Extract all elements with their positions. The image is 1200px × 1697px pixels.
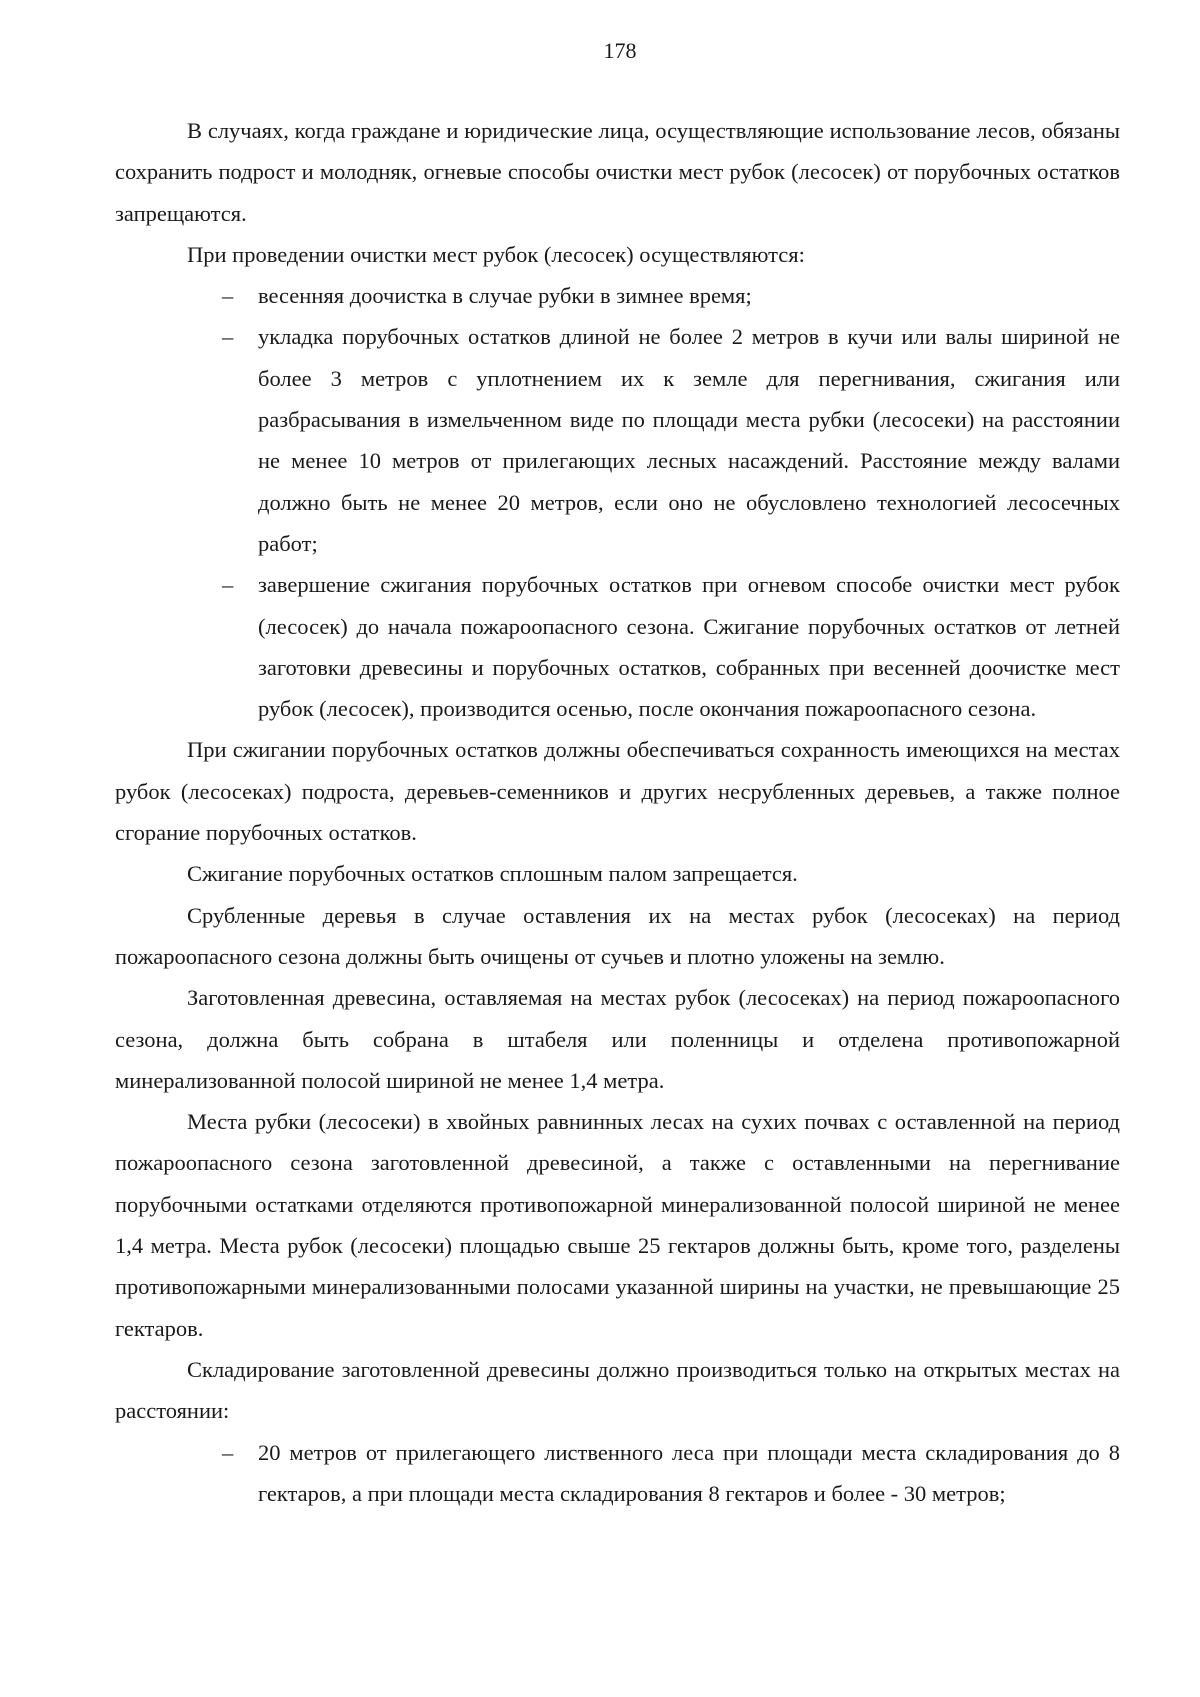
page-number: 178 (603, 38, 637, 63)
paragraph: Сжигание порубочных остатков сплошным палом запрещается. (187, 861, 798, 887)
paragraph: Срубленные деревья в случае оставления их на местах рубок (лесосеках) на период пожароопасного сезона должны быть очищены от сучьев и плотно уложены на землю. (115, 902, 1120, 969)
paragraph: При проведении очистки мест рубок (лесосек) осуществляются: (187, 241, 805, 267)
list-item-text: 20 метров от прилегающего лиственного леса при площади места складирования до 8 гектаров, а при площади места складирования 8 гектаров и более - 30 метров; (258, 1439, 1120, 1506)
bullet-list (115, 1432, 1120, 1515)
list-item (222, 275, 1120, 316)
paragraph: Складирование заготовленной древесины должно производиться только на открытых местах на расстоянии: (115, 1356, 1120, 1424)
paragraph: Заготовленная древесина, оставляемая на местах рубок (лесосеках) на период пожароопасного сезона, должна быть собрана в штабеля или поленницы и отделена противопожарной минерализованной полосой шириной не менее 1,4 метра. (115, 985, 1120, 1093)
list-item-text: завершение сжигания порубочных остатков при огневом способе очистки мест рубок (лесосек) до начала пожароопасного сезона. Сжигание порубочных остатков от летней заготовки древесины и порубочных остатков, собранных при весенней доочистке мест рубок (лесосек), производится осенью, после окончания пожароопасного сезона. (258, 572, 1120, 722)
dash-marker: – (222, 572, 234, 598)
list-item (222, 316, 1120, 564)
list-item (222, 564, 1120, 729)
bullet-list (115, 275, 1120, 729)
list-item-text: укладка порубочных остатков длиной не более 2 метров в кучи или валы шириной не более 3 метров с уплотнением их к земле для перегнивания, сжигания или разбрасывания в измельченном виде по площади места рубки (лесосеки) на расстоянии не менее 10 метров от прилегающих лесных насаждений. Расстояние между валами должно быть не менее 20 метров, если оно не обусловлено технологией лесосечных работ; (258, 324, 1120, 556)
dash-marker: – (222, 283, 234, 309)
paragraph: При сжигании порубочных остатков должны обеспечиваться сохранность имеющихся на местах рубок (лесосеках) подроста, деревьев-семенников и других несрубленных деревьев, а также полное сгорание порубочных остатков. (115, 737, 1120, 846)
dash-marker: – (222, 1439, 234, 1465)
paragraph: Места рубки (лесосеки) в хвойных равнинных лесах на сухих почвах с оставленной на период пожароопасного сезона заготовленной древесиной, а также с оставленными на перегнивание порубочными остатками отделяются противопожарной минерализованной полосой шириной не менее 1,4 метра. Места рубок (лесосеки) площадью свыше 25 гектаров должны быть, кроме того, разделены противопожарными минерализованными полосами указанной ширины на участки, не превышающие 25 гектаров. (115, 1109, 1120, 1341)
dash-marker: – (222, 324, 234, 350)
list-item (222, 1432, 1120, 1515)
paragraph: В случаях, когда граждане и юридические лица, осуществляющие использование лесов, обязаны сохранить подрост и молодняк, огневые способы очистки мест рубок (лесосек) от порубочных остатков запрещаются. (115, 118, 1120, 226)
document-body (115, 110, 1120, 1514)
list-item-text: весенняя доочистка в случае рубки в зимнее время; (258, 283, 752, 309)
